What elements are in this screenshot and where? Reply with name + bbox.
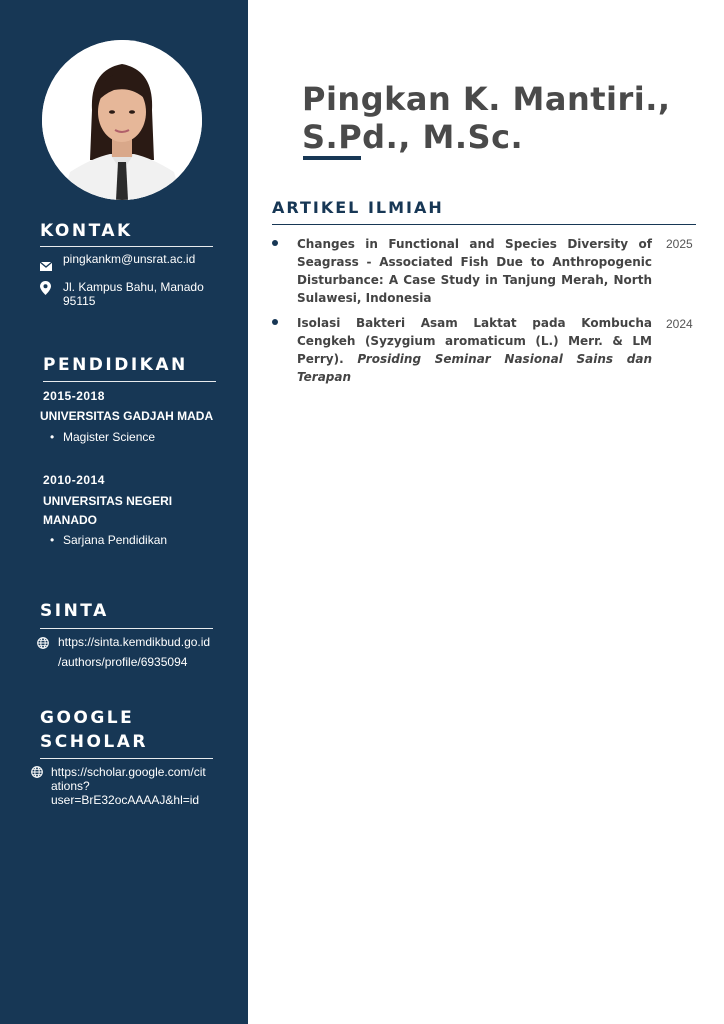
education-years: 2015-2018 bbox=[43, 389, 105, 403]
contact-divider bbox=[40, 246, 213, 247]
education-degree: • Sarjana Pendidikan bbox=[63, 533, 167, 547]
article-year: 2024 bbox=[666, 317, 693, 331]
scholar-link-line1[interactable]: https://scholar.google.com/cit bbox=[51, 765, 206, 779]
education-degree: • Magister Science bbox=[63, 430, 155, 444]
education-heading: PENDIDIKAN bbox=[43, 355, 188, 375]
article-title: Isolasi Bakteri Asam Laktat pada Kombucha Cengkeh (Syzygium aromaticum (L.) Merr. & LM Perry). bbox=[297, 316, 652, 366]
sinta-link-line1[interactable]: https://sinta.kemdikbud.go.id bbox=[58, 635, 211, 649]
person-photo-icon bbox=[42, 40, 202, 200]
scholar-link-line2[interactable]: ations? bbox=[51, 779, 90, 793]
education-school: UNIVERSITAS NEGERI bbox=[43, 494, 173, 508]
sidebar bbox=[0, 0, 248, 1024]
scholar-link-line3[interactable]: user=BrE32ocAAAAJ&hl=id bbox=[51, 793, 200, 807]
contact-address-line2: 95115 bbox=[63, 294, 96, 308]
article-title: Changes in Functional and Species Diversity of Seagrass - Associated Fish Due to Anthropogenic Disturbance: A Case Study in Tanjung Merah, North Sulawesi, Indonesia bbox=[297, 237, 652, 305]
contact-email[interactable]: pingkankm@unsrat.ac.id bbox=[63, 252, 196, 266]
person-name-line2: S.Pd., M.Sc. bbox=[302, 118, 524, 156]
sinta-heading: SINTA bbox=[40, 601, 109, 621]
globe-icon bbox=[37, 636, 49, 654]
name-underline bbox=[303, 156, 361, 160]
education-years: 2010-2014 bbox=[43, 473, 105, 487]
education-divider bbox=[43, 381, 216, 382]
globe-icon bbox=[31, 765, 43, 783]
contact-address-line1: Jl. Kampus Bahu, Manado bbox=[63, 280, 204, 294]
article-journal: Prosiding Seminar Nasional Sains dan Terapan bbox=[297, 352, 653, 384]
contact-heading: KONTAK bbox=[40, 221, 133, 241]
bullet-icon bbox=[272, 240, 278, 246]
sinta-link-line2[interactable]: /authors/profile/6935094 bbox=[58, 655, 188, 669]
person-name-line1: Pingkan K. Mantiri., bbox=[302, 80, 671, 118]
article-year: 2025 bbox=[666, 237, 693, 251]
scholar-divider bbox=[40, 758, 213, 759]
articles-heading: ARTIKEL ILMIAH bbox=[272, 198, 444, 217]
sinta-divider bbox=[40, 628, 213, 629]
education-school: UNIVERSITAS GADJAH MADA bbox=[40, 409, 214, 423]
bullet-icon bbox=[272, 319, 278, 325]
scholar-heading: GOOGLE bbox=[40, 708, 135, 728]
article-item bbox=[297, 235, 652, 307]
articles-divider bbox=[272, 224, 696, 225]
education-school-line2: MANADO bbox=[43, 513, 97, 527]
person-name bbox=[302, 80, 702, 156]
map-pin-icon bbox=[40, 281, 51, 300]
article-item bbox=[297, 314, 652, 386]
profile-photo bbox=[42, 40, 202, 200]
scholar-heading-line2: SCHOLAR bbox=[40, 732, 148, 752]
mail-icon bbox=[40, 258, 52, 276]
